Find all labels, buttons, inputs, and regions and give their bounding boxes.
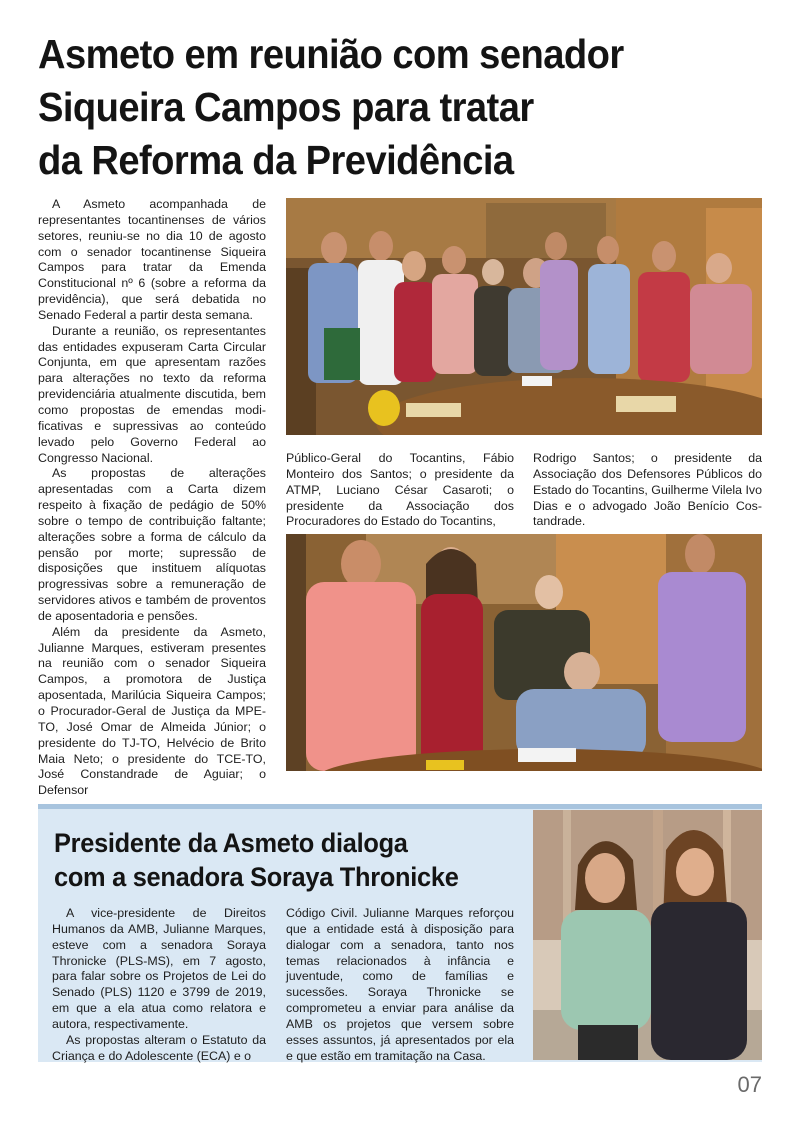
meeting-group-photo bbox=[286, 198, 762, 435]
sidebar-column-2 bbox=[286, 906, 514, 1064]
sidebar-paragraph-2: As propostas alteram o Estatuto da Criança e do Adolescente (ECA) e o bbox=[52, 1032, 266, 1063]
senator-signing-photo bbox=[286, 534, 762, 771]
article-paragraph-2: Durante a reunião, os representantes das entidades expuseram Carta Circular Conjunta, em que apresentam razões para alterações no texto da reforma previdenciária atualmente discutida, bem como propostas de emendas modi-ficativas e supressivas ao conteúdo levado pelo Governo Federal ao Congresso Nacional. bbox=[38, 323, 266, 465]
article-column-2-text: Público-Geral do Tocantins, Fábio Monteiro dos Santos; o presidente da ATMP, Luciano César Casaroti; o presidente da Associação dos Procuradores do Estado do Tocantins, bbox=[286, 451, 514, 529]
sidebar-column-1 bbox=[52, 906, 266, 1064]
page-number: 07 bbox=[737, 1072, 762, 1097]
article-headline bbox=[38, 28, 717, 187]
article-paragraph-3: As propostas de alterações apresentadas com a Carta dizem respeito à fixação de pedágio de 50% sobre o tempo de contribuição faltante; alterações sobre a forma de cálculo da pensão por morte; supressão de disposições que instituem alíquotas progressivas sobre a remuneração de servidores ativos e também de proventos de aposentadoria e pensões. bbox=[38, 466, 266, 623]
headline-line-3: da Reforma da Previdência bbox=[38, 137, 514, 183]
article-column-2 bbox=[286, 451, 514, 530]
article-paragraph-1: A Asmeto acompanhada de representantes tocantinenses de vários setores, reuniu-se no dia 10 de agosto com o senador tocantinense Siqueira Campos para tratar da Emenda Constitucional nº 6 (sobre a reforma da previdência), que será debatida no Senado Federal a partir desta semana. bbox=[38, 197, 266, 322]
sidebar-headline-line-2: com a senadora Soraya Thronicke bbox=[54, 862, 459, 892]
sidebar-headline bbox=[54, 826, 496, 894]
article-column-3-text: Rodrigo Santos; o presidente da Associação dos Defensores Públicos do Estado do Tocantins, Guilherme Vilela Ivo Dias e o advogado João Benício Cos-tandrade. bbox=[533, 451, 762, 529]
sidebar-column-2-text: Código Civil. Julianne Marques reforçou que a entidade está à disposição para dialogar com a senadora, tanto nos temas relacionados à infância e juventude, como de famílias e sucessões. Soraya Thronicke se comprometeu a enviar para análise da AMB os projetos que versem sobre esses assuntos, já apresentados por ela e que estão em tramitação na Casa. bbox=[286, 906, 514, 1063]
headline-line-1: Asmeto em reunião com senador bbox=[38, 31, 624, 77]
sidebar-paragraph-1: A vice-presidente de Direitos Humanos da AMB, Julianne Marques, esteve com a senadora Soraya Thronicke (PLS-MS), em 7 agosto, para falar sobre os Projetos de Lei do Senado (PLS) 1120 e 3799 de 2019, em que a ela atua como relatora e autora, respectivamente. bbox=[52, 906, 266, 1031]
two-women-photo bbox=[533, 810, 762, 1060]
sidebar-headline-line-1: Presidente da Asmeto dialoga bbox=[54, 828, 408, 858]
article-column-3 bbox=[533, 451, 762, 530]
article-column-1 bbox=[38, 197, 266, 799]
article-paragraph-4: Além da presidente da Asmeto, Julianne Marques, estiveram presentes na reunião com o senador Siqueira Campos, a promotora de Justiça aposentada, Marilúcia Siqueira Campos; o Procurador-Geral de Justiça da MPE-TO, José Omar de Almeida Júnior; o presidente do TJ-TO, Helvécio de Brito Maia Neto; o presidente do TCE-TO, José Constandrade de Aguiar; o Defensor bbox=[38, 624, 266, 798]
headline-line-2: Siqueira Campos para tratar bbox=[38, 84, 534, 130]
